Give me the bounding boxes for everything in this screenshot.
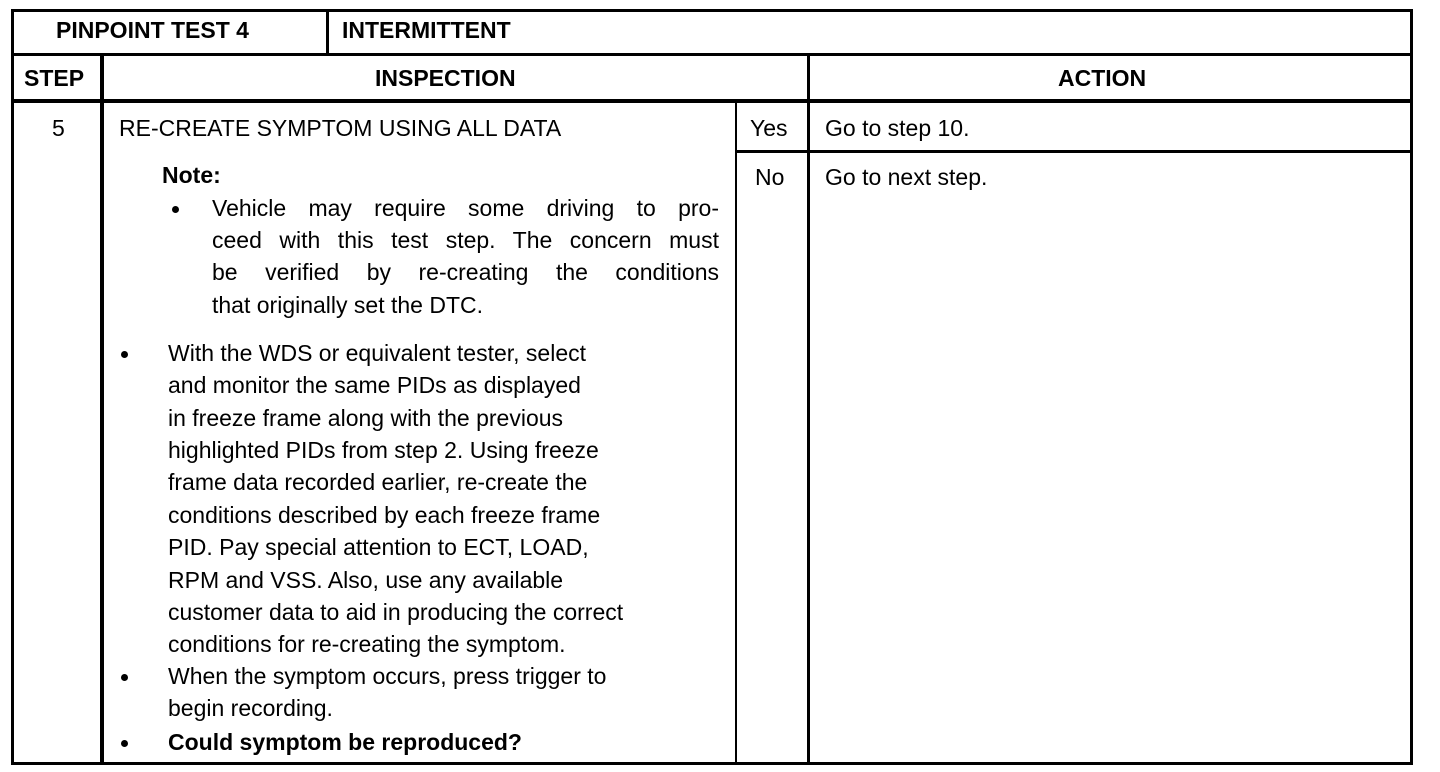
bullet1-line: conditions for re-creating the symptom.	[168, 631, 566, 657]
table-subtitle: INTERMITTENT	[342, 17, 511, 43]
yes-label: Yes	[750, 115, 788, 141]
note-line: Vehicle may require some driving to pro-	[212, 195, 719, 221]
rule-step-divider	[100, 53, 104, 765]
bullet-icon	[121, 674, 128, 681]
bullet-icon	[121, 740, 128, 747]
rule-title-divider	[326, 9, 329, 55]
table-border-left	[11, 9, 14, 765]
rule-yes-no	[736, 150, 1413, 153]
bullet1-line: in freeze frame along with the previous	[168, 405, 564, 431]
yes-action: Go to step 10.	[825, 115, 970, 141]
rule-under-columns	[11, 99, 1413, 103]
rule-inspection-divider	[807, 53, 810, 765]
note-bullet-icon	[172, 206, 179, 213]
bullet1-line: RPM and VSS. Also, use any available	[168, 567, 564, 593]
note-label: Note:	[162, 162, 221, 188]
bullet1-line: conditions described by each freeze frame	[168, 502, 601, 528]
column-header-inspection: INSPECTION	[375, 65, 516, 91]
no-action: Go to next step.	[825, 164, 988, 190]
bullet1-line: and monitor the same PIDs as displayed	[168, 372, 581, 398]
rule-under-title	[11, 53, 1413, 56]
table-border-bottom	[11, 762, 1413, 765]
bullet-icon	[121, 351, 128, 358]
table-title: PINPOINT TEST 4	[56, 17, 249, 43]
column-header-action: ACTION	[1058, 65, 1147, 91]
column-header-step: STEP	[24, 65, 85, 91]
question: Could symptom be reproduced?	[168, 729, 522, 755]
step-number: 5	[52, 115, 65, 141]
bullet1-line: highlighted PIDs from step 2. Using freeze	[168, 437, 599, 463]
bullet2-line: When the symptom occurs, press trigger to	[168, 663, 607, 689]
rule-yesno-divider	[735, 101, 737, 765]
note-line: that originally set the DTC.	[212, 292, 484, 318]
bullet2-line: begin recording.	[168, 695, 333, 721]
bullet1-line: customer data to aid in producing the correct	[168, 599, 624, 625]
no-label: No	[755, 164, 785, 190]
inspection-heading: RE-CREATE SYMPTOM USING ALL DATA	[119, 115, 562, 141]
note-line: ceed with this test step. The concern must	[212, 227, 719, 253]
table-border-top	[11, 9, 1413, 12]
table-border-right	[1410, 9, 1413, 765]
bullet1-line: PID. Pay special attention to ECT, LOAD,	[168, 534, 589, 560]
note-line: be verified by re-creating the conditions	[212, 259, 719, 285]
bullet1-line: With the WDS or equivalent tester, select	[168, 340, 587, 366]
bullet1-line: frame data recorded earlier, re-create the	[168, 469, 588, 495]
